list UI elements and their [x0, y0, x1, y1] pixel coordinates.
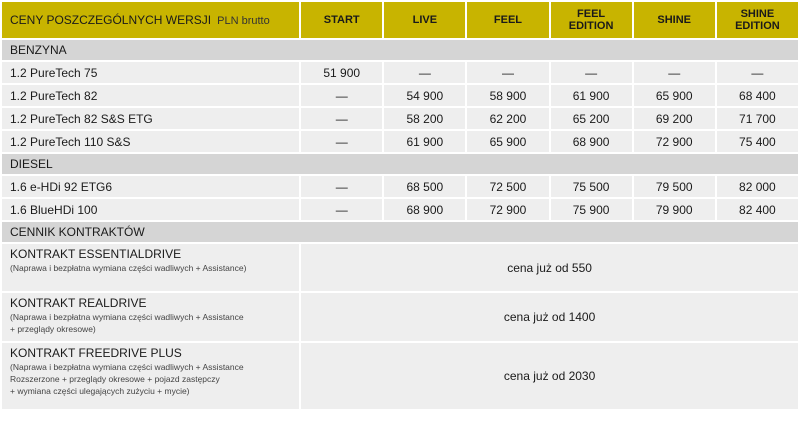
header-row: [2, 2, 798, 38]
price-cell: 61 900: [384, 131, 465, 152]
section-header-row: [2, 154, 798, 174]
section-header-row: [2, 40, 798, 60]
price-cell: 72 900: [467, 199, 548, 220]
version-label: FEEL: [493, 14, 523, 26]
price-cell: —: [301, 131, 382, 152]
table-row: [2, 199, 798, 220]
price-cell: —: [634, 62, 715, 83]
price-cell: —: [467, 62, 548, 83]
price-cell: 79 900: [634, 199, 715, 220]
price-cell: 75 500: [551, 176, 632, 197]
table-row: [2, 108, 798, 129]
table-title: CENY POSZCZEGÓLNYCH WERSJI: [10, 12, 212, 27]
version-header-live: [384, 2, 465, 38]
price-cell: —: [717, 62, 798, 83]
engine-name: 1.2 PureTech 110 S&S: [2, 131, 299, 152]
price-cell: 68 900: [384, 199, 465, 220]
table-row: [2, 85, 798, 106]
contract-info: [2, 343, 299, 409]
price-cell: 62 200: [467, 108, 548, 129]
price-cell: 65 200: [551, 108, 632, 129]
contract-title: KONTRAKT REALDRIVE: [10, 296, 147, 310]
version-header-shine-edition: [717, 2, 798, 38]
section-header-row: [2, 222, 798, 242]
price-cell: 58 200: [384, 108, 465, 129]
contract-price: cena już od 2030: [301, 343, 798, 409]
contract-row: [2, 244, 798, 291]
price-cell: 75 400: [717, 131, 798, 152]
section-title: CENNIK KONTRAKTÓW: [2, 222, 798, 242]
price-cell: —: [301, 85, 382, 106]
contract-description: (Naprawa i bezpłatna wymiana części wadliwych + Assistance): [10, 263, 247, 273]
price-cell: 58 900: [467, 85, 548, 106]
price-cell: —: [301, 199, 382, 220]
price-cell: 51 900: [301, 62, 382, 83]
engine-name: 1.2 PureTech 82 S&S ETG: [2, 108, 299, 129]
price-cell: —: [384, 62, 465, 83]
contract-row: [2, 293, 798, 341]
table-row: [2, 131, 798, 152]
version-label: START: [323, 14, 360, 26]
contract-info: [2, 244, 299, 291]
engine-name: 1.6 BlueHDi 100: [2, 199, 299, 220]
price-cell: 54 900: [384, 85, 465, 106]
contract-description: (Naprawa i bezpłatna wymiana części wadliwych + Assistance Rozszerzone + przeglądy okresowe + pojazd zastępczy + wymiana części ulegających zużyciu + mycie): [10, 362, 244, 396]
version-label: SHINE EDITION: [735, 8, 780, 32]
price-cell: 68 400: [717, 85, 798, 106]
contract-title: KONTRAKT ESSENTIALDRIVE: [10, 247, 182, 261]
price-cell: 71 700: [717, 108, 798, 129]
price-cell: 79 500: [634, 176, 715, 197]
price-cell: 69 200: [634, 108, 715, 129]
price-cell: 68 500: [384, 176, 465, 197]
version-header-feel: [467, 2, 548, 38]
price-cell: 82 400: [717, 199, 798, 220]
price-cell: 65 900: [467, 131, 548, 152]
table-row: [2, 176, 798, 197]
version-header-shine: [634, 2, 715, 38]
price-cell: 65 900: [634, 85, 715, 106]
price-cell: —: [301, 108, 382, 129]
engine-name: 1.2 PureTech 82: [2, 85, 299, 106]
engine-name: 1.6 e-HDi 92 ETG6: [2, 176, 299, 197]
version-label: SHINE: [657, 14, 692, 26]
price-cell: 75 900: [551, 199, 632, 220]
table-title-cell: [2, 2, 299, 38]
contract-info: [2, 293, 299, 341]
price-cell: 72 900: [634, 131, 715, 152]
contract-row: [2, 343, 798, 409]
price-cell: 68 900: [551, 131, 632, 152]
version-label: FEEL EDITION: [568, 8, 614, 32]
engine-name: 1.2 PureTech 75: [2, 62, 299, 83]
section-title: BENZYNA: [2, 40, 798, 60]
version-label: LIVE: [412, 14, 438, 26]
version-header-start: [301, 2, 382, 38]
section-title: DIESEL: [2, 154, 798, 174]
version-header-feel-edition: [551, 2, 632, 38]
price-cell: 61 900: [551, 85, 632, 106]
contract-title: KONTRAKT FREEDRIVE PLUS: [10, 346, 182, 360]
table-subtitle: PLN brutto: [217, 14, 270, 27]
contract-description: (Naprawa i bezpłatna wymiana części wadliwych + Assistance + przeglądy okresowe): [10, 312, 244, 334]
price-cell: —: [301, 176, 382, 197]
contract-price: cena już od 1400: [301, 293, 798, 341]
price-cell: 82 000: [717, 176, 798, 197]
price-cell: —: [551, 62, 632, 83]
price-cell: 72 500: [467, 176, 548, 197]
contract-price: cena już od 550: [301, 244, 798, 291]
table-row: [2, 62, 798, 83]
